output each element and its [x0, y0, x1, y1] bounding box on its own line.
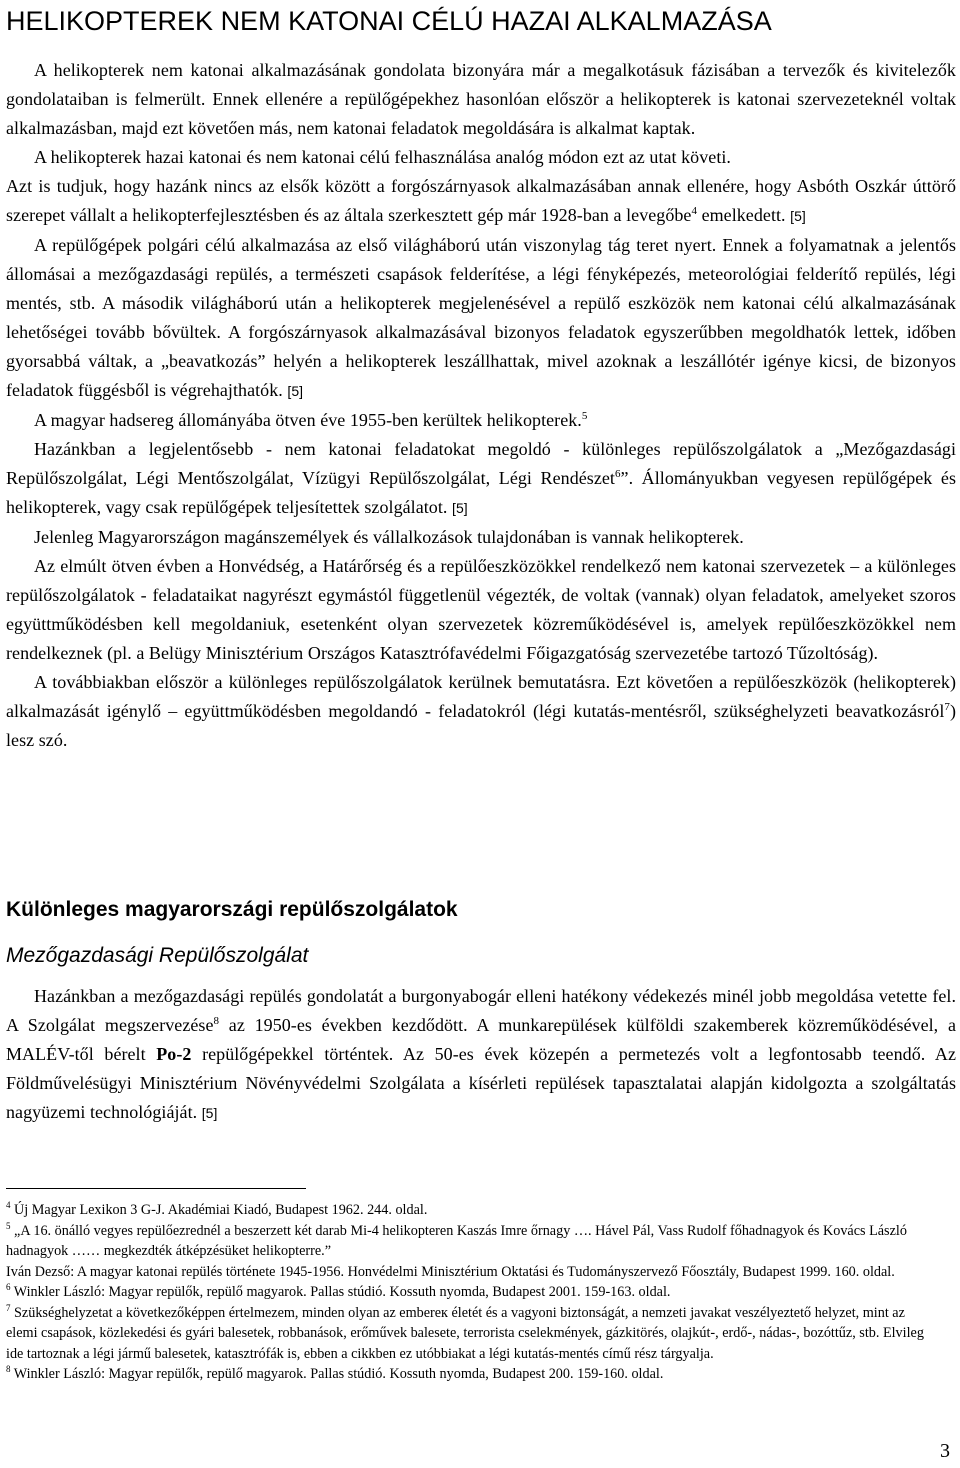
- footnote-5-source: Iván Dezső: A magyar katonai repülés története 1945-1956. Honvédelmi Minisztérium Oktatási és Tudományszervező Főosztály, Budapest 1999. 160. oldal.: [6, 1263, 895, 1280]
- text: Azt is tudjuk, hogy hazánk nincs az elsők között a forgószárnyasok alkalmazásában annak ellenére, hogy Asbóth Oszkár úttörő szerepet vállalt a helikopterfejlesztésben és az általa szerkesztett gép már 1928-ban a levegőbe: [6, 176, 956, 225]
- text: Hazánkban a mezőgazdasági repülés gondolatát a burgonyabogár elleni hatékony védekezés minél jobb megoldása vetette fel. A Szolgálat megszervezése: [6, 986, 956, 1035]
- footnote-number: 6: [6, 1282, 11, 1292]
- footnote-ref[interactable]: 5: [581, 410, 588, 422]
- text: az 1950-es években kezdődött. A munkarepülések külföldi szakemberek közreműködésével, a MALÉV-től bérelt: [6, 1015, 956, 1064]
- text: emelkedett.: [697, 205, 791, 225]
- text: Hazánkban a legjelentősebb - nem katonai feladatokat megoldó - különleges repülőszolgálatok a „Mezőgazdasági Repülőszolgálat, Légi Mentőszolgálat, Vízügyi Repülőszolgálat, Légi Rendészet: [6, 439, 956, 488]
- footnote-4: [6, 1200, 926, 1221]
- footnote-6: [6, 1282, 926, 1303]
- text: ) lesz szó.: [6, 701, 956, 750]
- footnote-number: 4: [6, 1200, 11, 1210]
- document-page: [6, 0, 956, 1468]
- paragraph: Az elmúlt ötven évben a Honvédség, a Határőrség és a repülőeszközökkel rendelkező nem katonai szervezetek – a különleges repülőszolgálatok - feladataikat nagyrészt egymástól függetlenül végezték, de voltak (vannak) olyan feladatok, amelyeket szoros együttműködésben kell megoldaniuk, esetenként olyan szervezetek közreműködésével is, amelyek repülőeszközökkel nem rendelkeznek (pl. a Belügy Minisztérium Országos Katasztrófavédelmi Főigazgatóság szervezetébe tartozó Tűzoltóság).: [6, 556, 956, 663]
- citation-ref[interactable]: [5]: [287, 383, 304, 399]
- footnote-number: 5: [6, 1220, 11, 1231]
- citation-ref[interactable]: [5]: [201, 1105, 218, 1121]
- section-heading: Különleges magyarországi repülőszolgálatok: [6, 898, 458, 921]
- footnote-text: Új Magyar Lexikon 3 G-J. Akadémiai Kiadó, Budapest 1962. 244. oldal.: [10, 1202, 428, 1218]
- footnote-ref[interactable]: 4: [691, 205, 698, 217]
- paragraph: [6, 982, 956, 1128]
- paragraph: [6, 231, 956, 406]
- paragraph: [6, 435, 956, 523]
- footnote-text: Szükséghelyzetat a következőképpen értelmezem, minden olyan az embereк életét és a vagyoni biztonságát, a nemzeti javakat veszélyeztető helyzet, mint az elemi csapások, közlekedési és gyári balesetek, robbanások, erőművek balesete, terrorista cselekmények, gázkitörés, olajkút-, erdő-, nádas-, bozóttűz, stb. Elvileg ide tartoznak a légi jármű balesetek, katasztrófák is, ebben a cikkben ez utóbbiakat a légi kutatás-mentés című rész tárgyalja.: [6, 1304, 924, 1362]
- subsection-heading: Mezőgazdasági Repülőszolgálat: [6, 944, 309, 967]
- paragraph: A helikopterek nem katonai alkalmazásának gondolata bizonyára már a megalkotásuk fázisában a tervezők és kivitelezők gondolataiban is felmerült. Ennek ellenére a repülőgépekhez hasonlóan először a helikopterek is katonai szervezeteknél voltak alkalmazásban, majd ezt követően más, nem katonai feladatok megoldására is alkalmat kaptak.: [6, 60, 956, 138]
- footnote-number: 7: [6, 1302, 11, 1313]
- footnote-number: 8: [6, 1364, 11, 1374]
- paragraph: [6, 406, 956, 435]
- footnote-text: Winkler László: Magyar repülők, repülő magyarok. Pallas stúdió. Kossuth nyomda, Budapest 2001. 159-163. oldal.: [10, 1284, 671, 1300]
- footnote-5: [6, 1221, 926, 1262]
- bold-text: Po-2: [156, 1044, 192, 1064]
- footnote-8: [6, 1364, 926, 1385]
- text: ”. Állományukban vegyesen repülőgépek és helikopterek, vagy csak repülőgépek teljesítettek szolgálatot.: [6, 468, 956, 517]
- footnote-divider: [6, 1188, 306, 1189]
- footnote-text: Winkler László: Magyar repülők, repülő magyarok. Pallas stúdió. Kossuth nyomda, Budapest 200. 159-160. oldal.: [10, 1366, 664, 1382]
- paragraph: A helikopterek hazai katonai és nem katonai célú felhasználása analóg módon ezt az utat követi.: [34, 147, 731, 167]
- footnote-ref[interactable]: 7: [944, 701, 950, 713]
- page-number: 3: [940, 1440, 950, 1462]
- footnote-7: [6, 1303, 926, 1365]
- footnote-ref[interactable]: 6: [614, 468, 621, 480]
- text: A repülőgépek polgári célú alkalmazása az első világháború után viszonylag tág teret nyert. Ennek a folyamatnak a jelentős állomásai a mezőgazdasági repülés, a természeti csapások felderítése, a légi fényképezés, meteorológiai felderítő repülés, légi mentés, stb. A második világháború után a helikopterek megjelenésével a repülő eszközök nem katonai célú alkalmazásának lehetőségei tovább bővültek. A forgószárnyasok alkalmazásával bizonyos feladatok egyszerűbben megoldhatók lettek, időben gyorsabbá váltak, a „beavatkozás” helyén a helikopterek leszállhattak, mivel azoknak a leszállótér igénye kicsi, de bizonyos feladatok függésből is végrehajthatók.: [6, 235, 956, 400]
- paragraph: [6, 668, 956, 755]
- citation-ref[interactable]: [5]: [452, 500, 468, 516]
- text: A továbbiakban először a különleges repülőszolgálatok kerülnek bemutatásra. Ezt követően a repülőeszközök (helikopterek) alkalmazását igénylő – együttműködésben megoldandó - feladatokról (légi kutatás-mentésről, szükséghelyzeti beavatkozásról: [6, 672, 956, 721]
- footnote-ref[interactable]: 8: [213, 1015, 220, 1027]
- footnotes: [6, 1200, 926, 1385]
- text: repülőgépekkel történtek. Az 50-es évek közepén a permetezés volt a legfontosabb teendő. Az Földművelésügyi Minisztérium Növényvédelmi Szolgálata a kísérleti repülések tapasztalatai alapján kidolgozta a szolgáltatás nagyüzemi technológiáját.: [6, 1044, 956, 1122]
- page-title: HELIKOPTEREK NEM KATONAI CÉLÚ HAZAI ALKALMAZÁSA: [6, 6, 772, 36]
- citation-ref[interactable]: [5]: [790, 208, 806, 224]
- intro-body: [6, 56, 956, 755]
- section-body: [6, 982, 956, 1128]
- paragraph: [6, 172, 956, 231]
- paragraph: Jelenleg Magyarországon magánszemélyek és vállalkozások tulajdonában is vannak helikopterek.: [34, 527, 744, 547]
- footnote-text: „A 16. önálló vegyes repülőezrednél a beszerzett két darab Mi-4 helikopteren Kaszás Imre őrnagy …. Hável Pál, Vass Rudolf főhadnagyok és Kovács László hadnagyok …… megkezdték átképzésüket helikopterre.”: [6, 1222, 907, 1259]
- text: A magyar hadsereg állományába ötven éve 1955-ben kerültek helikopterek.: [34, 410, 582, 430]
